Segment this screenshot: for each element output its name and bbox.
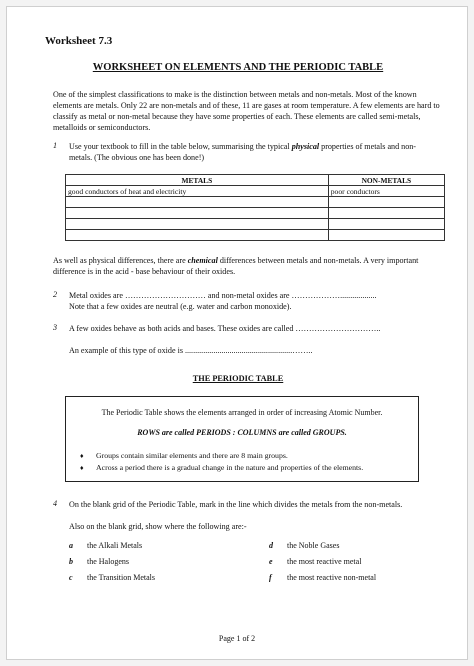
option-d xyxy=(269,541,339,550)
non-metals-cell[interactable]: poor conductors xyxy=(328,186,444,197)
option-text: the Halogens xyxy=(87,557,129,566)
question-4-line: On the blank grid of the Periodic Table, mark in the line which divides the metals from the non-metals. xyxy=(69,500,403,509)
worksheet-label: Worksheet 7.3 xyxy=(45,35,113,47)
non-metals-cell[interactable] xyxy=(328,197,444,208)
question-2-number: 2 xyxy=(53,290,58,299)
bullet-text: Groups contain similar elements and there are 8 main groups. xyxy=(96,451,288,460)
chem-emphasis: chemical xyxy=(187,256,218,265)
question-2-note: Note that a few oxides are neutral (e.g. water and carbon monoxide). xyxy=(69,302,292,311)
chem-text-start: As well as physical differences, there are xyxy=(53,256,188,265)
option-b xyxy=(69,557,129,566)
bullet-list xyxy=(80,450,410,474)
document-frame xyxy=(6,6,468,660)
option-text: the Alkali Metals xyxy=(87,541,143,550)
question-1-number: 1 xyxy=(53,141,58,150)
non-metals-cell[interactable] xyxy=(328,219,444,230)
diamond-bullet-icon: ♦ xyxy=(80,452,84,460)
option-letter: d xyxy=(269,541,273,550)
metals-cell[interactable] xyxy=(66,197,329,208)
question-3-number: 3 xyxy=(53,323,58,332)
table-row xyxy=(66,219,445,230)
option-letter: a xyxy=(69,541,73,550)
question-4-number: 4 xyxy=(53,499,58,508)
list-item xyxy=(80,450,410,462)
page-footer: Page 1 of 2 xyxy=(218,634,256,643)
bullet-text: Across a period there is a gradual change in the nature and properties of the elements. xyxy=(96,463,364,472)
question-3-example-line: An example of this type of oxide is .....................................................…….. xyxy=(69,346,313,355)
option-letter: b xyxy=(69,557,73,566)
metals-cell[interactable] xyxy=(66,208,329,219)
question-4-subline: Also on the blank grid, show where the following are:- xyxy=(69,522,247,531)
question-1-text xyxy=(69,141,439,163)
rows-columns-text: ROWS are called PERIODS : COLUMNS are called GROUPS. xyxy=(137,428,347,437)
option-c xyxy=(69,573,155,582)
intro-paragraph: One of the simplest classifications to make is the distinction between metals and non-metals. Most of the known elements are metals. Only 22 are non-metals and of these, 11 are gases at room temperature. A few elements are hard to classify as metal or non-metal because they have some properties of each. These elements are called semi-metals, metalloids or semiconductors. xyxy=(53,90,440,132)
option-a xyxy=(69,541,142,550)
diamond-bullet-icon: ♦ xyxy=(80,464,84,472)
question-3-line: A few oxides behave as both acids and bases. These oxides are called ………………………….. xyxy=(69,324,381,333)
question-1-emphasis: physical xyxy=(291,142,320,151)
option-f xyxy=(269,573,376,582)
metals-cell[interactable] xyxy=(66,230,329,241)
non-metals-header: NON-METALS xyxy=(328,175,444,186)
question-2-text xyxy=(69,290,441,312)
periodic-table-heading: THE PERIODIC TABLE xyxy=(192,374,284,383)
option-letter: e xyxy=(269,557,273,566)
option-letter: c xyxy=(69,573,73,582)
metals-cell[interactable] xyxy=(66,219,329,230)
table-row xyxy=(66,208,445,219)
chemical-differences-paragraph xyxy=(53,255,441,277)
box-intro-text: The Periodic Table shows the elements arranged in order of increasing Atomic Number. xyxy=(101,408,383,417)
non-metals-cell[interactable] xyxy=(328,208,444,219)
question-2-line: Metal oxides are ………………………… and non-metal oxides are ……………….................. xyxy=(69,291,377,300)
metals-header: METALS xyxy=(66,175,329,186)
periodic-info-box xyxy=(65,396,419,482)
table-header-row xyxy=(66,175,445,186)
worksheet-page xyxy=(7,7,467,659)
option-letter: f xyxy=(269,573,272,582)
non-metals-cell[interactable] xyxy=(328,230,444,241)
table-row xyxy=(66,186,445,197)
page-title: WORKSHEET ON ELEMENTS AND THE PERIODIC TABLE xyxy=(92,62,384,73)
question-1-text-start: Use your textbook to fill in the table below, summarising the typical xyxy=(69,142,292,151)
question-1-text-end: properties of metals and non-metals. (The obvious one has been done!) xyxy=(69,142,416,162)
option-text: the most reactive metal xyxy=(287,557,362,566)
option-text: the Transition Metals xyxy=(87,573,156,582)
table-row xyxy=(66,230,445,241)
option-text: the Noble Gases xyxy=(287,541,340,550)
option-text: the most reactive non-metal xyxy=(287,573,377,582)
chem-text-end: differences between metals and non-metals. A very important difference is in the acid - base behaviour of their oxides. xyxy=(53,256,419,276)
table-row xyxy=(66,197,445,208)
list-item xyxy=(80,462,410,474)
option-e xyxy=(269,557,361,566)
properties-table xyxy=(65,174,445,241)
metals-cell[interactable]: good conductors of heat and electricity xyxy=(66,186,329,197)
